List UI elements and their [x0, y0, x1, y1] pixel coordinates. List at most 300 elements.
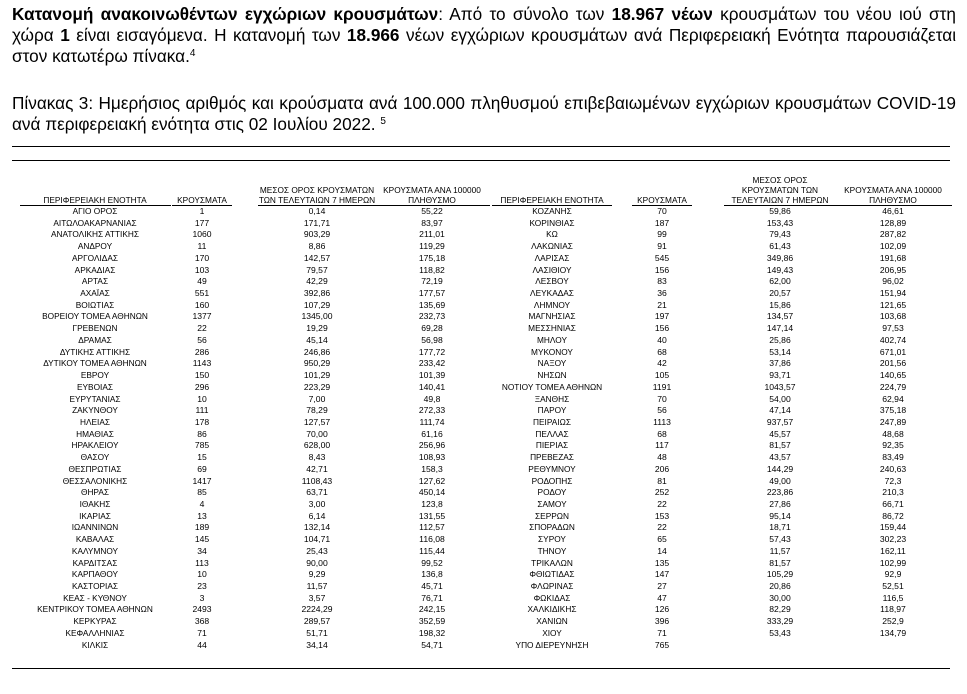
right-region-cell: ΝΑΞΟΥ — [537, 358, 567, 369]
right-cases-cell: 36 — [657, 288, 667, 299]
right-per100k-cell: 96,02 — [882, 276, 904, 287]
right-region-cell: ΤΗΝΟΥ — [537, 545, 567, 556]
right-avg-cell: 20,86 — [769, 581, 791, 591]
left-per100k-cell: 108,93 — [418, 452, 446, 463]
right-avg-cell: 27,86 — [769, 498, 791, 509]
left-per100k-cell: 450,14 — [418, 487, 446, 498]
left-cases-cell: 551 — [194, 288, 210, 299]
right-avg-cell: 18,71 — [769, 522, 791, 533]
left-per100k-cell: 352,59 — [418, 616, 446, 627]
left-avg-cell: 79,57 — [306, 264, 328, 275]
table-row — [0, 382, 967, 394]
right-region-cell: ΛΕΥΚΑΔΑΣ — [530, 288, 574, 299]
left-avg-cell: 90,00 — [306, 557, 328, 568]
left-cases-cell: 1060 — [192, 229, 212, 240]
right-avg-cell: 93,71 — [769, 370, 791, 381]
left-avg-cell: 42,71 — [306, 463, 328, 474]
right-avg-cell: 95,14 — [769, 510, 791, 521]
header-region-right: ΠΕΡΙΦΕΡΕΙΑΚΗ ΕΝΟΤΗΤΑ — [500, 195, 604, 205]
table-caption — [12, 93, 956, 135]
table-row — [0, 311, 967, 323]
right-avg-cell: 47,14 — [769, 405, 791, 416]
left-per100k-cell: 72,19 — [421, 276, 443, 287]
left-cases-cell: 111 — [195, 405, 209, 416]
left-per100k-cell: 136,8 — [421, 569, 443, 580]
left-avg-cell: 142,57 — [303, 252, 331, 263]
left-per100k-cell: 242,15 — [418, 604, 446, 615]
right-per100k-cell: 121,65 — [879, 299, 907, 310]
right-per100k-cell: 302,23 — [879, 534, 907, 545]
left-avg-cell: 70,00 — [306, 428, 328, 439]
table-row — [0, 241, 967, 253]
left-region-cell: ΗΡΑΚΛΕΙΟΥ — [71, 440, 119, 451]
right-cases-cell: 147 — [654, 569, 670, 580]
right-per100k-cell: 128,89 — [879, 217, 907, 228]
left-per100k-cell: 123,8 — [421, 498, 443, 509]
table-row — [0, 604, 967, 616]
right-per100k-cell: 402,74 — [879, 334, 907, 345]
table-row — [0, 347, 967, 359]
left-region-cell: ΗΜΑΘΙΑΣ — [76, 428, 114, 439]
right-cases-cell: 126 — [654, 604, 670, 615]
right-region-cell: ΡΟΔΟΠΗΣ — [531, 475, 573, 486]
left-avg-cell: 6,14 — [308, 510, 326, 521]
right-region-cell: ΠΙΕΡΙΑΣ — [535, 440, 569, 451]
left-region-cell: ΚΕΡΚΥΡΑΣ — [73, 616, 117, 627]
cases-table — [0, 206, 967, 651]
left-region-cell: ΒΟΡΕΙΟΥ ΤΟΜΕΑ ΑΘΗΝΩΝ — [42, 311, 148, 322]
left-cases-cell: 103 — [194, 264, 210, 275]
right-region-cell: ΦΩΚΙΔΑΣ — [533, 592, 571, 603]
right-cases-cell: 153 — [654, 510, 670, 521]
right-cases-cell: 187 — [654, 217, 670, 228]
left-per100k-cell: 55,22 — [421, 206, 443, 216]
left-per100k-cell: 83,97 — [421, 217, 443, 228]
left-region-cell: ΑΙΤΩΛΟΑΚΑΡΝΑΝΙΑΣ — [53, 217, 137, 228]
left-per100k-cell: 61,16 — [421, 428, 443, 439]
left-cases-cell: 86 — [197, 428, 207, 439]
right-per100k-cell: 46,61 — [882, 206, 904, 216]
right-per100k-cell: 151,94 — [879, 288, 907, 299]
right-avg-cell: 11,57 — [769, 545, 791, 556]
left-region-cell: ΚΑΛΥΜΝΟΥ — [71, 545, 119, 556]
left-region-cell: ΒΟΙΩΤΙΑΣ — [75, 299, 115, 310]
left-region-cell: ΚΑΡΔΙΤΣΑΣ — [72, 557, 118, 568]
right-region-cell: ΝΟΤΙΟΥ ΤΟΜΕΑ ΑΘΗΝΩΝ — [501, 381, 603, 392]
right-region-cell: ΛΑΚΩΝΙΑΣ — [531, 241, 573, 252]
left-cases-cell: 785 — [194, 440, 210, 451]
right-cases-cell: 765 — [654, 639, 670, 650]
right-per100k-cell: 162,11 — [880, 545, 906, 556]
right-per100k-cell: 375,18 — [879, 405, 907, 416]
left-per100k-cell: 69,28 — [421, 323, 443, 334]
right-per100k-cell: 52,51 — [882, 581, 904, 591]
left-avg-cell: 2224,29 — [301, 604, 333, 615]
header-cases-left: ΚΡΟΥΣΜΑΤΑ — [177, 195, 227, 205]
caption-text: Πίνακας 3: Ημερήσιος αριθμός και κρούσματα ανά 100.000 πληθυσμού επιβεβαιωμένων εγχώριων κρουσμάτων COVID-19 ανά περιφερειακή ενότητα στις 02 Ιουλίου 2022. — [12, 93, 956, 134]
left-region-cell: ΔΥΤΙΚΟΥ ΤΟΜΕΑ ΑΘΗΝΩΝ — [43, 358, 147, 369]
left-avg-cell: 8,86 — [308, 241, 326, 252]
left-per100k-cell: 131,55 — [418, 510, 446, 521]
right-cases-cell: 65 — [657, 534, 667, 545]
left-avg-cell: 9,29 — [308, 569, 326, 580]
left-region-cell: ΔΥΤΙΚΗΣ ΑΤΤΙΚΗΣ — [59, 346, 131, 357]
table-row — [0, 394, 967, 406]
right-avg-cell: 937,57 — [766, 416, 794, 427]
right-cases-cell: 22 — [657, 498, 667, 509]
left-avg-cell: 7,00 — [308, 393, 326, 404]
right-per100k-cell: 247,89 — [879, 416, 907, 427]
table-row — [0, 323, 967, 335]
left-per100k-cell: 119,29 — [419, 241, 445, 252]
left-cases-cell: 4 — [199, 498, 205, 509]
right-cases-cell: 22 — [657, 522, 667, 533]
right-region-cell: ΜΥΚΟΝΟΥ — [531, 346, 573, 357]
right-cases-cell: 71 — [657, 627, 667, 638]
left-avg-cell: 289,57 — [303, 616, 331, 627]
left-region-cell: ΚΕΑΣ - ΚΥΘΝΟΥ — [63, 592, 127, 603]
right-avg-cell: 1043,57 — [764, 381, 796, 392]
left-per100k-cell: 198,32 — [418, 627, 446, 638]
intro-text-3: είναι εισαγόμενα. Η κατανομή των — [69, 25, 347, 45]
right-per100k-cell: 83,49 — [882, 452, 904, 463]
right-region-cell: ΛΑΡΙΣΑΣ — [534, 252, 570, 263]
left-region-cell: ΚΑΣΤΟΡΙΑΣ — [71, 581, 119, 591]
table-row — [0, 558, 967, 570]
intro-text-1: : Από το σύνολο των — [438, 4, 612, 24]
left-cases-cell: 10 — [197, 569, 207, 580]
left-per100k-cell: 233,42 — [418, 358, 446, 369]
table-row — [0, 640, 967, 652]
right-cases-cell: 252 — [654, 487, 670, 498]
left-cases-cell: 3 — [199, 592, 205, 603]
table-row — [0, 276, 967, 288]
right-per100k-cell: 671,01 — [879, 346, 907, 357]
left-per100k-cell: 49,8 — [423, 393, 441, 404]
intro-text-2: κρουσμάτων του νέου ιού στη χώρα — [12, 4, 956, 45]
left-avg-cell: 34,14 — [306, 639, 328, 650]
right-avg-cell: 81,57 — [769, 557, 791, 568]
right-cases-cell: 27 — [657, 581, 667, 591]
left-per100k-cell: 76,71 — [421, 592, 443, 603]
left-region-cell: ΑΡΤΑΣ — [81, 276, 109, 287]
left-region-cell: ΙΘΑΚΗΣ — [79, 498, 111, 509]
left-cases-cell: 170 — [194, 252, 210, 263]
right-region-cell: ΚΟΡΙΝΘΙΑΣ — [529, 217, 575, 228]
right-per100k-cell: 140,65 — [879, 370, 907, 381]
left-avg-cell: 3,00 — [308, 498, 326, 509]
left-avg-cell: 171,71 — [303, 217, 331, 228]
right-avg-cell: 82,29 — [769, 604, 791, 615]
left-avg-cell: 132,14 — [303, 522, 331, 533]
right-per100k-cell: 118,97 — [880, 604, 906, 615]
left-region-cell: ΑΧΑΪΑΣ — [80, 288, 110, 299]
table-row — [0, 534, 967, 546]
left-per100k-cell: 158,3 — [421, 463, 443, 474]
left-cases-cell: 34 — [197, 545, 207, 556]
left-cases-cell: 11 — [197, 241, 207, 252]
left-cases-cell: 150 — [194, 370, 210, 381]
right-per100k-cell: 224,79 — [879, 381, 907, 392]
right-region-cell: ΣΑΜΟΥ — [537, 498, 567, 509]
left-avg-cell: 223,29 — [303, 381, 331, 392]
left-avg-cell: 1345,00 — [301, 311, 333, 322]
left-avg-cell: 3,57 — [308, 592, 326, 603]
left-cases-cell: 15 — [197, 452, 207, 463]
left-per100k-cell: 56,98 — [421, 334, 443, 345]
left-cases-cell: 23 — [197, 581, 207, 591]
header-cases-right: ΚΡΟΥΣΜΑΤΑ — [637, 195, 687, 205]
left-cases-cell: 286 — [194, 346, 210, 357]
left-per100k-cell: 54,71 — [421, 639, 443, 650]
right-region-cell: ΡΟΔΟΥ — [537, 487, 567, 498]
left-cases-cell: 1 — [199, 206, 205, 216]
right-avg-cell: 61,43 — [769, 241, 791, 252]
right-per100k-cell: 210,3 — [882, 487, 904, 498]
right-region-cell: ΚΩ — [546, 229, 558, 240]
right-avg-cell: 149,43 — [766, 264, 794, 275]
left-per100k-cell: 140,41 — [418, 381, 446, 392]
table-row — [0, 476, 967, 488]
table-row — [0, 464, 967, 476]
table-row — [0, 229, 967, 241]
left-per100k-cell: 116,08 — [419, 534, 445, 545]
left-region-cell: ΗΛΕΙΑΣ — [79, 416, 111, 427]
intro-bold-lead: Κατανομή ανακοινωθέντων εγχώριων κρουσμάτων — [12, 4, 439, 24]
right-per100k-cell: 159,44 — [879, 522, 907, 533]
left-region-cell: ΖΑΚΥΝΘΟΥ — [72, 405, 118, 416]
left-per100k-cell: 118,82 — [419, 264, 445, 275]
right-cases-cell: 105 — [654, 370, 670, 381]
right-cases-cell: 70 — [657, 393, 667, 404]
header-region-left: ΠΕΡΙΦΕΡΕΙΑΚΗ ΕΝΟΤΗΤΑ — [43, 195, 147, 205]
left-cases-cell: 189 — [194, 522, 210, 533]
right-cases-cell: 81 — [657, 475, 667, 486]
left-region-cell: ΚΑΒΑΛΑΣ — [75, 534, 115, 545]
right-per100k-cell: 240,63 — [879, 463, 907, 474]
right-region-cell: ΣΕΡΡΩΝ — [535, 510, 569, 521]
right-region-cell: ΣΠΟΡΑΔΩΝ — [529, 522, 575, 533]
left-cases-cell: 1417 — [192, 475, 212, 486]
right-per100k-cell: 287,82 — [879, 229, 907, 240]
left-region-cell: ΚΕΝΤΡΙΚΟΥ ΤΟΜΕΑ ΑΘΗΝΩΝ — [37, 604, 153, 615]
right-per100k-cell: 134,79 — [879, 627, 907, 638]
right-avg-cell: 20,57 — [769, 288, 791, 299]
right-per100k-cell: 92,9 — [884, 569, 902, 580]
right-region-cell: ΛΑΣΙΘΙΟΥ — [532, 264, 572, 275]
left-per100k-cell: 111,74 — [419, 416, 445, 427]
right-per100k-cell: 252,9 — [882, 616, 904, 627]
right-avg-cell: 105,29 — [766, 569, 794, 580]
intro-footnote: 4 — [189, 48, 196, 59]
table-row — [0, 593, 967, 605]
right-avg-cell: 62,00 — [769, 276, 791, 287]
table-row — [0, 522, 967, 534]
left-avg-cell: 78,29 — [306, 405, 328, 416]
left-region-cell: ΚΕΦΑΛΛΗΝΙΑΣ — [65, 627, 125, 638]
right-region-cell: ΜΕΣΣΗΝΙΑΣ — [528, 323, 576, 334]
left-cases-cell: 113 — [195, 557, 209, 568]
table-header — [0, 175, 967, 205]
right-region-cell: ΧΑΝΙΩΝ — [536, 616, 568, 627]
right-cases-cell: 545 — [654, 252, 670, 263]
right-region-cell: ΧΑΛΚΙΔΙΚΗΣ — [527, 604, 577, 615]
table-row — [0, 487, 967, 499]
right-per100k-cell: 86,72 — [882, 510, 904, 521]
right-region-cell: ΠΕΙΡΑΙΩΣ — [533, 416, 571, 427]
table-row — [0, 288, 967, 300]
left-avg-cell: 42,29 — [306, 276, 328, 287]
right-cases-cell: 135 — [654, 557, 670, 568]
left-per100k-cell: 232,73 — [418, 311, 446, 322]
left-cases-cell: 1377 — [192, 311, 212, 322]
table-row — [0, 440, 967, 452]
header-avg-left: ΜΕΣΟΣ ΟΡΟΣ ΚΡΟΥΣΜΑΤΩΝ ΤΩΝ ΤΕΛΕΥΤΑΙΩΝ 7 ΗΜΕΡΩΝ — [258, 185, 376, 205]
right-cases-cell: 206 — [654, 463, 670, 474]
right-cases-cell: 68 — [657, 346, 667, 357]
left-per100k-cell: 211,01 — [419, 229, 445, 240]
right-per100k-cell: 102,99 — [879, 557, 907, 568]
right-avg-cell: 30,00 — [769, 592, 791, 603]
second-rule — [12, 160, 950, 161]
table-row — [0, 417, 967, 429]
left-cases-cell: 145 — [194, 534, 210, 545]
left-avg-cell: 45,14 — [306, 334, 328, 345]
left-region-cell: ΘΕΣΠΡΩΤΙΑΣ — [68, 463, 122, 474]
right-per100k-cell: 206,95 — [879, 264, 907, 275]
right-region-cell: ΠΕΛΛΑΣ — [535, 428, 569, 439]
right-region-cell: ΝΗΣΩΝ — [537, 370, 567, 381]
left-per100k-cell: 99,52 — [421, 557, 443, 568]
left-cases-cell: 160 — [194, 299, 210, 310]
left-cases-cell: 49 — [197, 276, 207, 287]
left-region-cell: ΘΑΣΟΥ — [80, 452, 110, 463]
left-region-cell: ΙΚΑΡΙΑΣ — [79, 510, 111, 521]
intro-imported-count: 1 — [60, 25, 70, 45]
left-per100k-cell: 127,62 — [418, 475, 446, 486]
left-per100k-cell: 101,39 — [418, 370, 446, 381]
left-avg-cell: 11,57 — [306, 581, 328, 591]
right-region-cell: ΡΕΘΥΜΝΟΥ — [528, 463, 576, 474]
right-region-cell: ΧΙΟΥ — [542, 627, 562, 638]
left-per100k-cell: 45,71 — [421, 581, 443, 591]
left-cases-cell: 22 — [197, 323, 207, 334]
left-per100k-cell: 112,57 — [419, 522, 445, 533]
left-cases-cell: 44 — [197, 639, 207, 650]
left-per100k-cell: 272,33 — [418, 405, 446, 416]
left-region-cell: ΑΝΔΡΟΥ — [77, 241, 113, 252]
table-row — [0, 218, 967, 230]
right-cases-cell: 48 — [657, 452, 667, 463]
left-region-cell: ΑΡΓΟΛΙΔΑΣ — [72, 252, 118, 263]
left-cases-cell: 69 — [197, 463, 207, 474]
right-avg-cell: 49,00 — [769, 475, 791, 486]
table-row — [0, 499, 967, 511]
right-cases-cell: 42 — [657, 358, 667, 369]
right-region-cell: ΜΗΛΟΥ — [537, 334, 567, 345]
right-region-cell: ΛΗΜΝΟΥ — [533, 299, 571, 310]
right-per100k-cell: 62,94 — [882, 393, 904, 404]
left-cases-cell: 13 — [197, 510, 207, 521]
bottom-rule — [12, 668, 950, 669]
right-region-cell: ΦΛΩΡΙΝΑΣ — [530, 581, 574, 591]
right-avg-cell: 134,57 — [766, 311, 794, 322]
right-avg-cell: 37,86 — [769, 358, 791, 369]
right-avg-cell: 349,86 — [766, 252, 794, 263]
table-row — [0, 452, 967, 464]
left-per100k-cell: 175,18 — [418, 252, 446, 263]
table-row — [0, 569, 967, 581]
left-avg-cell: 63,71 — [306, 487, 328, 498]
left-region-cell: ΚΙΛΚΙΣ — [81, 639, 109, 650]
left-per100k-cell: 135,69 — [418, 299, 446, 310]
right-cases-cell: 68 — [657, 428, 667, 439]
right-avg-cell: 54,00 — [769, 393, 791, 404]
left-per100k-cell: 177,57 — [418, 288, 446, 299]
right-region-cell: ΤΡΙΚΑΛΩΝ — [531, 557, 573, 568]
right-per100k-cell: 97,53 — [882, 323, 904, 334]
right-avg-cell: 57,43 — [769, 534, 791, 545]
left-region-cell: ΑΡΚΑΔΙΑΣ — [74, 264, 116, 275]
left-cases-cell: 177 — [194, 217, 210, 228]
table-row — [0, 581, 967, 593]
left-cases-cell: 1143 — [192, 358, 212, 369]
intro-paragraph — [12, 4, 956, 67]
right-cases-cell: 197 — [654, 311, 670, 322]
right-per100k-cell: 201,56 — [879, 358, 907, 369]
left-avg-cell: 903,29 — [303, 229, 331, 240]
left-avg-cell: 950,29 — [303, 358, 331, 369]
left-cases-cell: 296 — [194, 381, 210, 392]
left-cases-cell: 368 — [194, 616, 210, 627]
left-cases-cell: 56 — [197, 334, 207, 345]
left-region-cell: ΑΝΑΤΟΛΙΚΗΣ ΑΤΤΙΚΗΣ — [50, 229, 140, 240]
left-region-cell: ΕΥΒΟΙΑΣ — [76, 381, 114, 392]
right-per100k-cell: 102,09 — [879, 241, 907, 252]
left-region-cell: ΕΒΡΟΥ — [80, 370, 110, 381]
right-per100k-cell: 66,71 — [882, 498, 904, 509]
left-cases-cell: 2493 — [192, 604, 212, 615]
table-row — [0, 358, 967, 370]
left-region-cell: ΔΡΑΜΑΣ — [78, 334, 112, 345]
left-per100k-cell: 115,44 — [419, 545, 445, 556]
right-cases-cell: 1113 — [653, 416, 671, 427]
right-cases-cell: 99 — [657, 229, 667, 240]
right-per100k-cell: 92,35 — [882, 440, 904, 451]
right-region-cell: ΣΥΡΟΥ — [538, 534, 566, 545]
left-avg-cell: 246,86 — [303, 346, 331, 357]
right-avg-cell: 223,86 — [766, 487, 794, 498]
right-per100k-cell: 72,3 — [884, 475, 902, 486]
right-avg-cell: 25,86 — [769, 334, 791, 345]
left-avg-cell: 25,43 — [306, 545, 328, 556]
right-avg-cell: 59,86 — [769, 206, 791, 216]
left-avg-cell: 1108,43 — [301, 475, 333, 486]
table-row — [0, 265, 967, 277]
right-region-cell: ΠΡΕΒΕΖΑΣ — [530, 452, 574, 463]
left-avg-cell: 104,71 — [303, 534, 331, 545]
right-avg-cell: 144,29 — [766, 463, 794, 474]
left-avg-cell: 107,29 — [303, 299, 331, 310]
left-region-cell: ΑΓΙΟ ΟΡΟΣ — [72, 206, 118, 216]
table-row — [0, 253, 967, 265]
right-cases-cell: 156 — [654, 323, 670, 334]
intro-domestic-count: 18.966 — [346, 25, 400, 45]
left-per100k-cell: 177,72 — [418, 346, 446, 357]
left-cases-cell: 71 — [197, 627, 207, 638]
left-per100k-cell: 256,96 — [418, 440, 446, 451]
left-avg-cell: 392,86 — [303, 288, 331, 299]
